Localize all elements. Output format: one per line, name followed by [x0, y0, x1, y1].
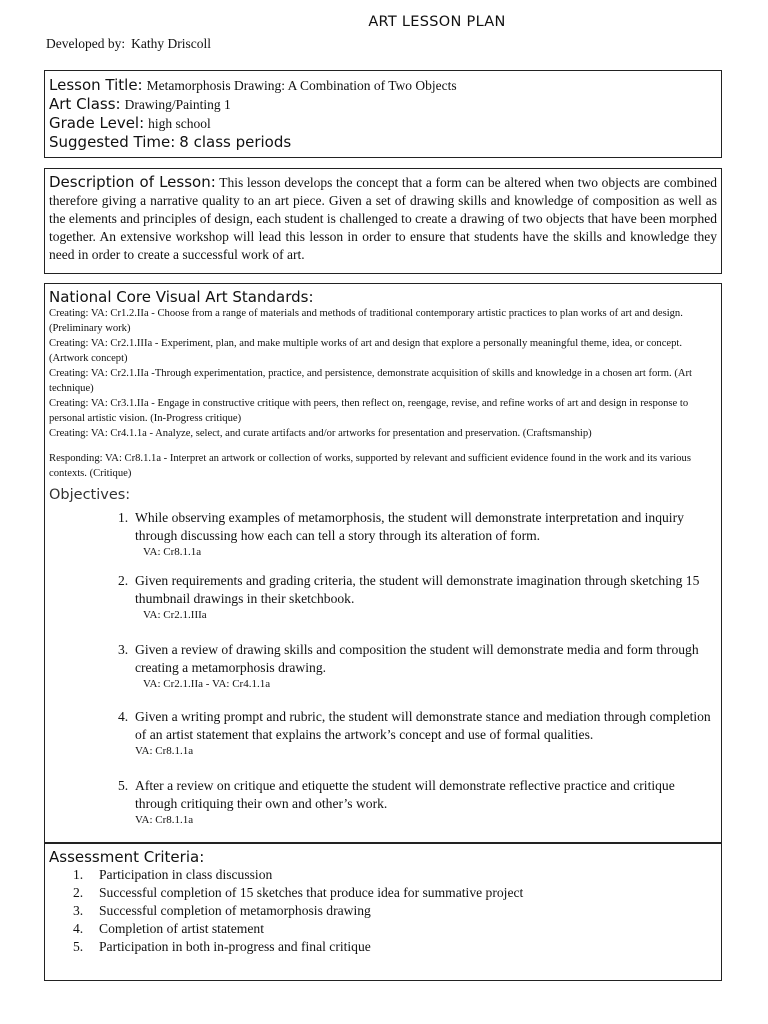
assessment-number: 4. [73, 921, 84, 936]
objective-number: 2. [118, 573, 129, 588]
assessment-number: 3. [73, 903, 84, 918]
lesson-title-value: Metamorphosis Drawing: A Combination of Two Objects [146, 78, 457, 93]
objective-standard-code: VA: Cr8.1.1a [135, 814, 194, 826]
assessment-number: 5. [73, 939, 84, 954]
description-box [44, 168, 722, 274]
assessment-number: 1. [73, 867, 84, 882]
assessment-text: Successful completion of metamorphosis drawing [99, 903, 371, 918]
lesson-title-label: Lesson Title: [49, 76, 143, 94]
developer-label: Developed by: [46, 36, 126, 51]
grade-level-row [49, 114, 717, 133]
assessment-text: Participation in both in-progress and final critique [99, 939, 371, 954]
objective-item [118, 641, 715, 691]
lesson-info-box [44, 70, 722, 158]
assessment-text: Completion of artist statement [99, 921, 264, 936]
description-paragraph [49, 173, 717, 264]
standard-item: Creating: VA: Cr2.1.IIIa - Experiment, plan, and make multiple works of art and design that explore a personally meaningful theme, idea, or concept. (Artwork concept) [49, 338, 682, 364]
objectives-heading: Objectives: [49, 487, 131, 503]
art-class-value: Drawing/Painting 1 [124, 97, 231, 112]
objectives-list [49, 509, 717, 827]
standards-heading: National Core Visual Art Standards: [49, 288, 314, 306]
developer-name: Kathy Driscoll [131, 36, 211, 51]
standard-item: Creating: VA: Cr3.1.IIa - Engage in constructive critique with peers, then reflect on, reengage, revise, and refine works of art and design in response to personal artistic vision. (In-Progress critique) [49, 398, 689, 424]
standard-item: Creating: VA: Cr1.2.IIa - Choose from a range of materials and methods of traditional contemporary artistic practices to plan works of art and design. (Preliminary work) [49, 308, 683, 334]
assessment-item [49, 884, 717, 902]
assessment-item [49, 920, 717, 938]
suggested-time-label: Suggested Time: [49, 133, 176, 151]
document-title: ART LESSON PLAN [368, 14, 506, 30]
assessment-text: Participation in class discussion [99, 867, 273, 882]
objective-text: Given a review of drawing skills and composition the student will demonstrate media and form through creating a metamorphosis drawing. [135, 642, 699, 675]
objective-number: 1. [118, 510, 129, 525]
assessment-item [49, 938, 717, 956]
standard-item: Creating: VA: Cr4.1.1a - Analyze, select, and curate artifacts and/or artworks for presentation and preservation. (Craftsmanship) [49, 428, 592, 439]
grade-level-value: high school [148, 116, 211, 131]
assessment-list [49, 866, 717, 956]
objective-text: While observing examples of metamorphosis, the student will demonstrate interpretation and inquiry through discussing how each can tell a story through its alteration of form. [135, 510, 684, 543]
objective-text: After a review on critique and etiquette the student will demonstrate reflective practice and critique through critiquing their own and other’s work. [135, 778, 675, 811]
assessment-heading: Assessment Criteria: [49, 848, 205, 866]
objective-item [118, 509, 715, 559]
objective-number: 5. [118, 778, 129, 793]
responding-standard: Responding: VA: Cr8.1.1a - Interpret an artwork or collection of works, supported by relevant and sufficient evidence found in the work and its various contexts. (Critique) [49, 453, 691, 479]
art-class-label: Art Class: [49, 95, 121, 113]
developer-line [46, 36, 211, 52]
suggested-time-value: 8 class periods [179, 133, 292, 151]
objective-standard-code: VA: Cr8.1.1a [143, 546, 202, 558]
objective-text: Given a writing prompt and rubric, the student will demonstrate stance and mediation through completion of an artist statement that explains the artwork’s concept and use of formal qualities. [135, 709, 711, 742]
description-label: Description of Lesson: [49, 173, 216, 191]
objective-item [118, 572, 715, 622]
description-text: This lesson develops the concept that a form can be altered when two objects are combined therefore giving a narrative quality to an art piece. Given a set of drawing skills and knowledge of composition as well as the elements and principles of design, each student is challenged to create a drawing of two objects that have been morphed together. An extensive workshop will lead this lesson in order to ensure that students have the skills and knowledge they need in order to create a successful work of art. [49, 175, 717, 262]
art-class-row [49, 95, 717, 114]
assessment-box [44, 843, 722, 981]
objective-text: Given requirements and grading criteria, the student will demonstrate imagination through sketching 15 thumbnail drawings in their sketchbook. [135, 573, 700, 606]
objective-item [118, 708, 715, 758]
standard-item: Creating: VA: Cr2.1.IIa -Through experimentation, practice, and persistence, demonstrate acquisition of skills and knowledge in a chosen art form. (Art technique) [49, 368, 692, 394]
assessment-item [49, 902, 717, 920]
suggested-time-row [49, 133, 717, 152]
objective-item [118, 777, 715, 827]
objective-standard-code: VA: Cr2.1.IIa - VA: Cr4.1.1a [143, 678, 271, 690]
objective-standard-code: VA: Cr2.1.IIIa [143, 609, 207, 621]
assessment-text: Successful completion of 15 sketches that produce idea for summative project [99, 885, 524, 900]
assessment-item [49, 866, 717, 884]
standards-box [44, 283, 722, 843]
objective-standard-code: VA: Cr8.1.1a [135, 745, 194, 757]
grade-level-label: Grade Level: [49, 114, 145, 132]
assessment-number: 2. [73, 885, 84, 900]
lesson-title-row [49, 76, 717, 95]
objective-number: 3. [118, 642, 129, 657]
objective-number: 4. [118, 709, 129, 724]
